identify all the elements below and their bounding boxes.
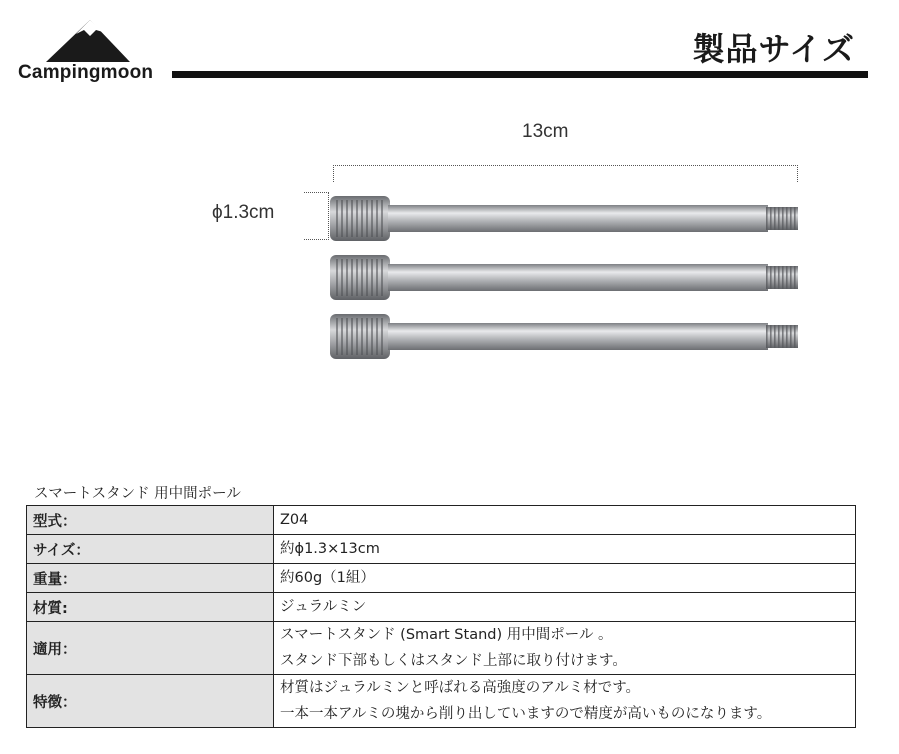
page-title: 製品サイズ xyxy=(692,30,855,68)
diameter-dimension-label: ϕ1.3cm xyxy=(212,202,275,223)
spec-value-line: Z04 xyxy=(280,512,309,528)
spec-value-line: ジュラルミン xyxy=(280,599,367,615)
spec-table xyxy=(26,505,856,728)
pole-rod xyxy=(330,196,798,241)
length-dimension-line xyxy=(333,165,798,182)
spec-label: 重量： xyxy=(27,564,274,593)
spec-subtitle: スマートスタンド 用中間ポール xyxy=(34,486,241,502)
spec-value xyxy=(274,675,856,728)
spec-value xyxy=(274,564,856,593)
spec-label: 特徴： xyxy=(27,675,274,728)
spec-value-line: 約ϕ1.3×13cm xyxy=(280,541,380,557)
spec-value-line: スタンド下部もしくはスタンド上部に取り付けます。 xyxy=(280,653,627,669)
spec-row xyxy=(27,675,856,728)
spec-value-line: 一本一本アルミの塊から削り出していますので精度が高いものになります。 xyxy=(280,706,772,722)
spec-value xyxy=(274,622,856,675)
spec-row xyxy=(27,593,856,622)
spec-label: 型式： xyxy=(27,506,274,535)
spec-row xyxy=(27,506,856,535)
spec-row xyxy=(27,564,856,593)
spec-value-line: 約60g（1組） xyxy=(280,570,375,586)
pole-rod xyxy=(330,314,798,359)
spec-row xyxy=(27,535,856,564)
spec-value xyxy=(274,593,856,622)
pole-rod xyxy=(330,255,798,300)
spec-label: サイズ： xyxy=(27,535,274,564)
spec-value-line: スマートスタンド (Smart Stand) 用中間ポール 。 xyxy=(280,627,613,643)
brand-name: Campingmoon xyxy=(18,62,154,83)
length-dimension-label: 13cm xyxy=(522,121,569,142)
spec-label: 材質: xyxy=(27,593,274,622)
mountain-logo-icon xyxy=(46,18,130,62)
spec-value-line: 材質はジュラルミンと呼ばれる高強度のアルミ材です。 xyxy=(280,680,641,696)
spec-row xyxy=(27,622,856,675)
pole-illustration xyxy=(326,188,806,363)
spec-value xyxy=(274,506,856,535)
header-rule xyxy=(172,71,868,78)
spec-label: 適用： xyxy=(27,622,274,675)
brand-logo xyxy=(18,14,163,84)
spec-value xyxy=(274,535,856,564)
